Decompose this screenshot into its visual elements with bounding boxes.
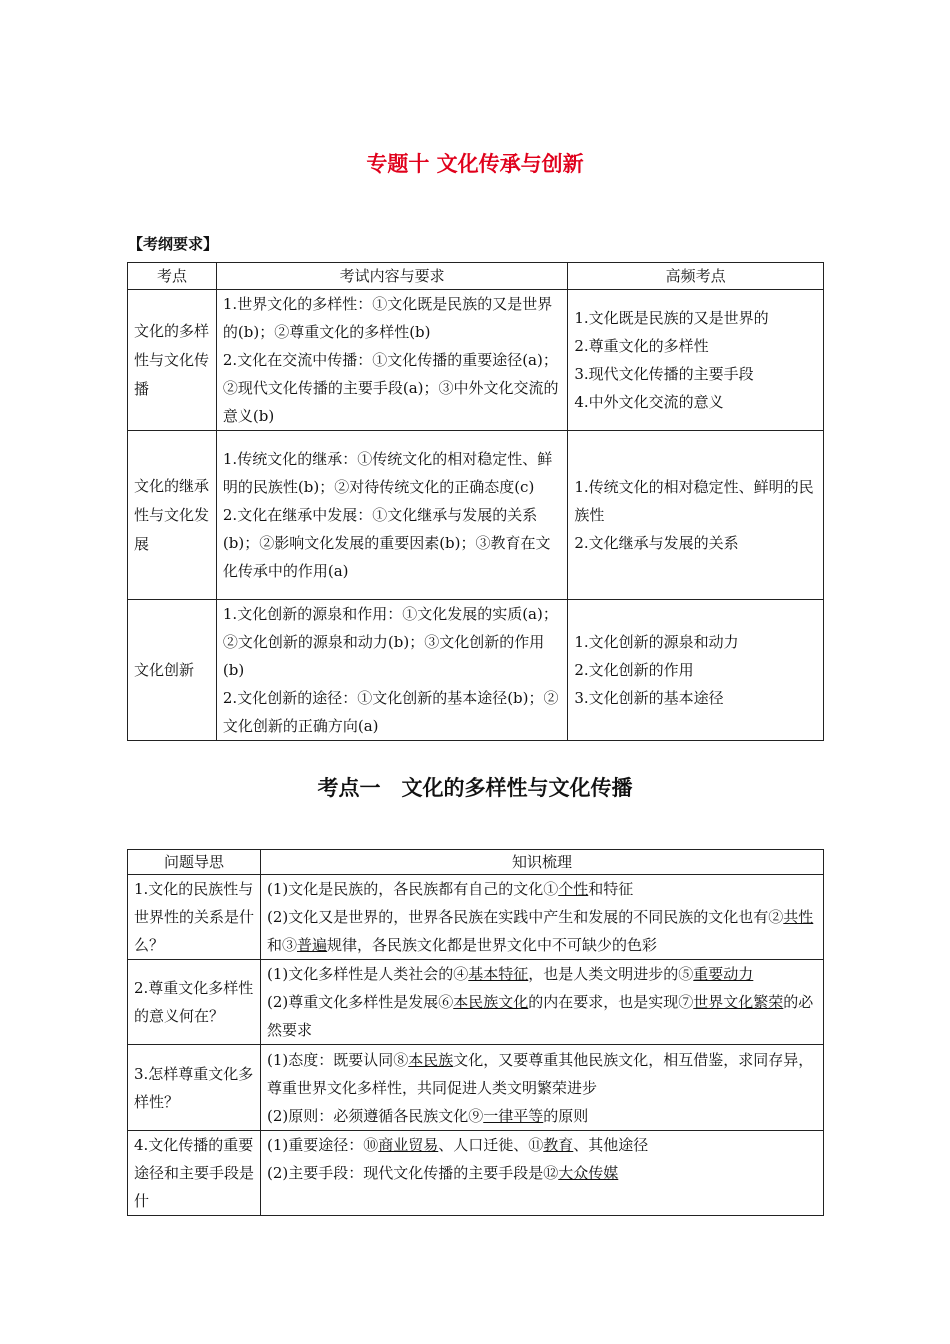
answer-cell — [261, 1045, 824, 1131]
table-row — [128, 875, 824, 960]
requirements-label: 【考纲要求】 — [128, 235, 219, 253]
underlined-answer: 个性 — [558, 880, 589, 898]
answer-line — [267, 1159, 817, 1187]
content-line: 2.文化在继承中发展：①文化继承与发展的关系(b)；②影响文化发展的重要因素(b)；③教育在文化传承中的作用(a) — [222, 506, 551, 580]
high-line: 2.文化继承与发展的关系 — [574, 534, 739, 552]
answer-text: 的必然要求 — [267, 993, 814, 1039]
answer-text: 、人口迁徙、⑪ — [438, 1136, 544, 1154]
answer-text: 文化，又要尊重其他民族文化，相互借鉴，求同存异，尊重世界文化多样性，共同促进人类文明繁荣进步 — [267, 1050, 814, 1097]
high-frequency-cell — [568, 431, 824, 600]
topic-cell: 文化的多样性与文化传播 — [128, 290, 217, 431]
answer-text: 和③ — [267, 936, 298, 954]
answer-text: (2)主要手段：现代文化传播的主要手段是⑫ — [267, 1164, 559, 1182]
answer-text: 的内在要求，也是实现⑦ — [528, 993, 694, 1011]
answer-text: (2)原则：必须遵循各民族文化⑨ — [267, 1106, 484, 1125]
table-header-row — [128, 850, 824, 875]
question-cell: 3.怎样尊重文化多样性？ — [128, 1045, 261, 1131]
answer-text: (1)态度：既要认同⑧ — [267, 1050, 409, 1069]
high-line: 2.文化创新的作用 — [574, 661, 694, 679]
underlined-answer: 重要动力 — [693, 965, 754, 983]
answer-cell — [261, 1131, 824, 1216]
content-line: 2.文化创新的途径：①文化创新的基本途径(b)；②文化创新的正确方向(a) — [222, 689, 559, 735]
content-cell — [216, 290, 567, 431]
answer-text: (2)尊重文化多样性是发展⑥ — [267, 993, 454, 1011]
answer-text: 、其他途径 — [573, 1136, 649, 1154]
table-row — [128, 1131, 824, 1216]
high-frequency-cell — [568, 600, 824, 741]
high-line: 1.文化既是民族的又是世界的 — [574, 309, 769, 327]
content-line: 2.文化在交流中传播：①文化传播的重要途径(a)；②现代文化传播的主要手段(a)；③中外文化交流的意义(b) — [222, 351, 559, 425]
answer-cell — [261, 875, 824, 960]
requirements-table — [127, 262, 824, 741]
underlined-answer: 教育 — [543, 1136, 574, 1154]
header-high-frequency: 高频考点 — [568, 263, 824, 290]
underlined-answer: 本民族 — [408, 1050, 454, 1069]
topic-cell: 文化的继承性与文化发展 — [128, 431, 217, 600]
table-row — [128, 290, 824, 431]
answer-line — [267, 1102, 817, 1130]
answer-text: ，也是人类文明进步的⑤ — [528, 965, 694, 983]
header-question: 问题导思 — [128, 850, 261, 875]
high-frequency-cell — [568, 290, 824, 431]
table-row — [128, 600, 824, 741]
underlined-answer: 大众传媒 — [558, 1164, 619, 1182]
underlined-answer: 商业贸易 — [378, 1136, 439, 1154]
answer-line — [267, 1046, 817, 1102]
answer-line — [267, 903, 817, 959]
answer-text: (1)文化多样性是人类社会的④ — [267, 965, 469, 983]
knowledge-table — [127, 849, 824, 1216]
answer-text: 规律，各民族文化都是世界文化中不可缺少的色彩 — [327, 936, 658, 954]
high-line: 3.现代文化传播的主要手段 — [574, 365, 754, 383]
answer-line — [267, 988, 817, 1044]
answer-text: 的原则 — [543, 1106, 589, 1125]
underlined-answer: 本民族文化 — [453, 993, 529, 1011]
header-topic: 考点 — [128, 263, 217, 290]
high-line: 1.文化创新的源泉和动力 — [574, 633, 739, 651]
high-line: 1.传统文化的相对稳定性、鲜明的民族性 — [574, 478, 814, 524]
content-cell — [216, 431, 567, 600]
content-line: 1.文化创新的源泉和作用：①文化发展的实质(a)；②文化创新的源泉和动力(b)；③文化创新的作用(b) — [222, 605, 558, 679]
question-cell: 1.文化的民族性与世界性的关系是什么？ — [128, 875, 261, 960]
section-title: 考点一 文化的多样性与文化传播 — [317, 776, 633, 800]
answer-line — [267, 1131, 817, 1159]
underlined-answer: 世界文化繁荣 — [693, 993, 784, 1011]
content-cell — [216, 600, 567, 741]
page-title: 专题十 文化传承与创新 — [366, 152, 584, 176]
underlined-answer: 一律平等 — [483, 1106, 544, 1125]
answer-cell — [261, 960, 824, 1045]
answer-text: (1)重要途径：⑩ — [267, 1136, 379, 1154]
underlined-answer: 基本特征 — [468, 965, 529, 983]
high-line: 4.中外文化交流的意义 — [574, 393, 724, 411]
table-row — [128, 431, 824, 600]
answer-line — [267, 875, 817, 903]
topic-cell: 文化创新 — [128, 600, 217, 741]
question-cell: 4.文化传播的重要途径和主要手段是什 — [128, 1131, 261, 1216]
underlined-answer: 共性 — [783, 908, 814, 926]
answer-text: (1)文化是民族的，各民族都有自己的文化① — [267, 880, 559, 898]
table-header-row — [128, 263, 824, 290]
question-cell: 2.尊重文化多样性的意义何在？ — [128, 960, 261, 1045]
underlined-answer: 普遍 — [297, 936, 328, 954]
answer-text: (2)文化又是世界的，世界各民族在实践中产生和发展的不同民族的文化也有② — [267, 908, 784, 926]
answer-text: 和特征 — [588, 880, 634, 898]
high-line: 2.尊重文化的多样性 — [574, 337, 709, 355]
table-row — [128, 1045, 824, 1131]
content-line: 1.世界文化的多样性：①文化既是民族的又是世界的(b)；②尊重文化的多样性(b) — [222, 295, 553, 341]
header-content: 考试内容与要求 — [216, 263, 567, 290]
header-knowledge: 知识梳理 — [261, 850, 824, 875]
answer-line — [267, 960, 817, 988]
table-row — [128, 960, 824, 1045]
content-line: 1.传统文化的继承：①传统文化的相对稳定性、鲜明的民族性(b)；②对待传统文化的正确态度(c) — [222, 450, 553, 496]
high-line: 3.文化创新的基本途径 — [574, 689, 724, 707]
